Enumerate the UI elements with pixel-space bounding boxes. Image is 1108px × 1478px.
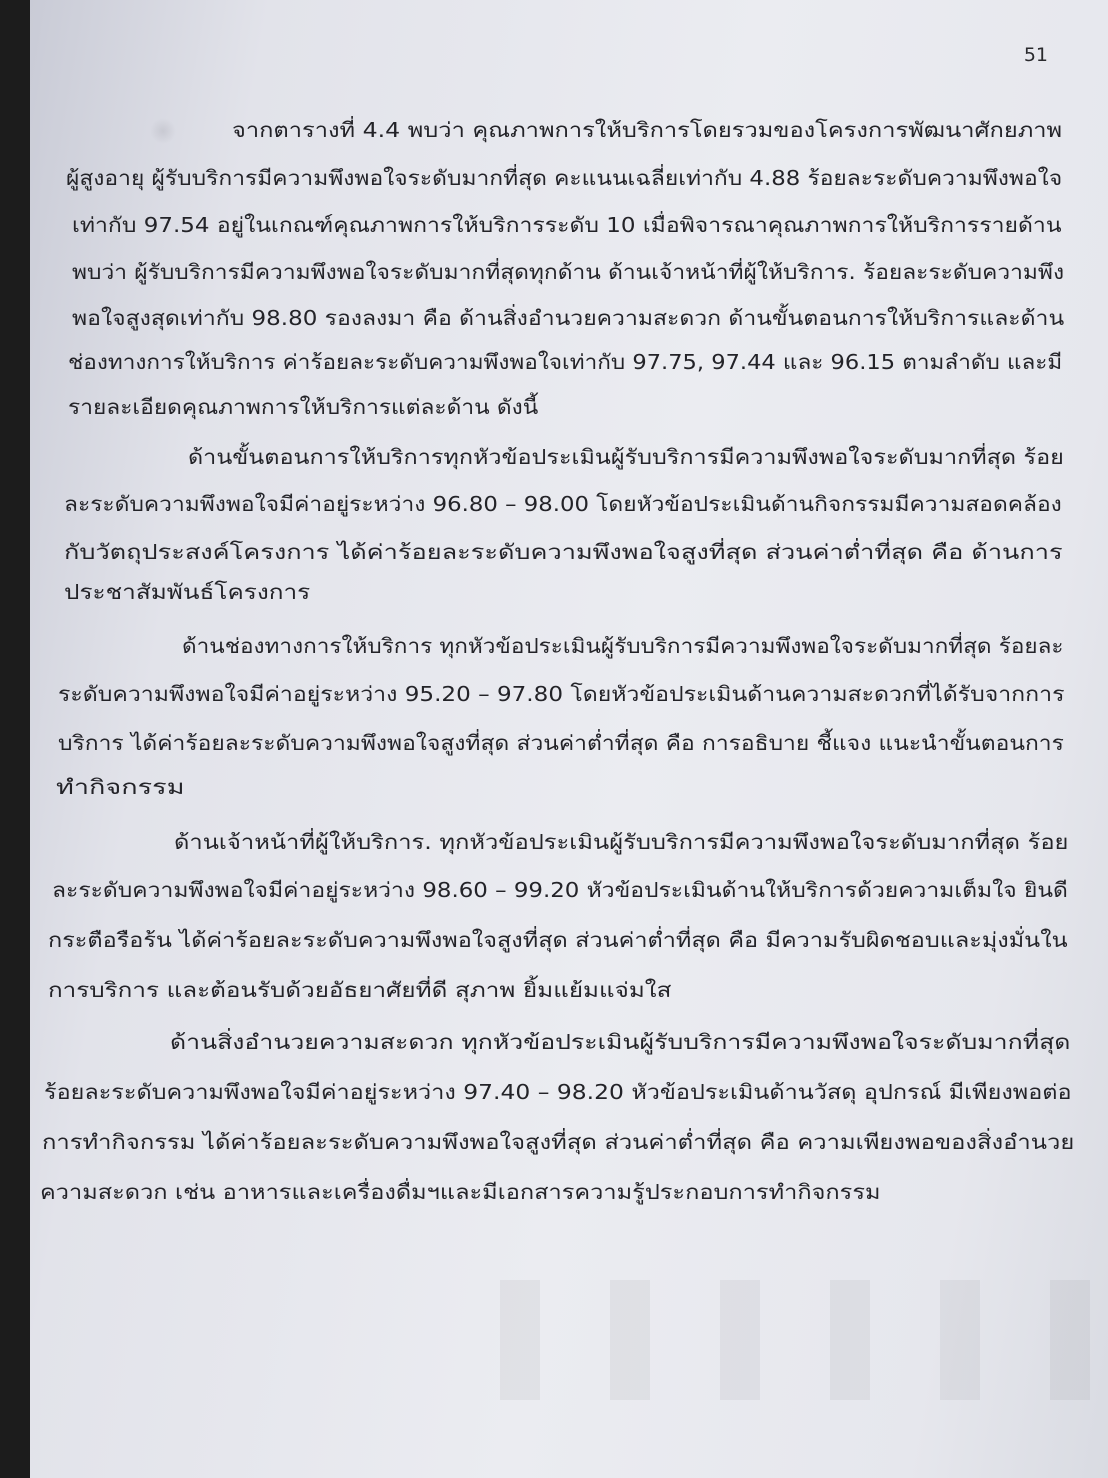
paragraph-5-line-2: ร้อยละระดับความพึงพอใจมีค่าอยู่ระหว่าง 97.40 – 98.20 หัวข้อประเมินด้านวัสดุ อุปกรณ์ มีเพียงพอต่อ <box>44 1080 1072 1104</box>
paragraph-1-line-2: ผู้สูงอายุ ผู้รับบริการมีความพึงพอใจระดับมากที่สุด คะแนนเฉลี่ยเท่ากับ 4.88 ร้อยละระดับความพึงพอใจ <box>66 166 1063 190</box>
paragraph-3-line-2: ระดับความพึงพอใจมีค่าอยู่ระหว่าง 95.20 – 97.80 โดยหัวข้อประเมินด้านความสะดวกที่ได้รับจากการ <box>58 682 1065 706</box>
document-page <box>30 0 1108 1478</box>
paragraph-3-line-1: ด้านช่องทางการให้บริการ ทุกหัวข้อประเมินผู้รับบริการมีความพึงพอใจระดับมากที่สุด ร้อยละ <box>182 634 1064 658</box>
paragraph-4-line-4: การบริการ และต้อนรับด้วยอัธยาศัยที่ดี สุภาพ ยิ้มแย้มแจ่มใส <box>48 978 672 1002</box>
paragraph-5-line-4: ความสะดวก เช่น อาหารและเครื่องดื่มฯและมีเอกสารความรู้ประกอบการทำกิจกรรม <box>40 1180 881 1204</box>
paragraph-1-line-7: รายละเอียดคุณภาพการให้บริการแต่ละด้าน ดังนี้ <box>68 395 539 419</box>
page-number: 51 <box>1023 44 1048 66</box>
paragraph-2-line-4: ประชาสัมพันธ์โครงการ <box>64 580 311 604</box>
paragraph-1-line-5: พอใจสูงสุดเท่ากับ 98.80 รองลงมา คือ ด้านสิ่งอำนวยความสะดวก ด้านขั้นตอนการให้บริการและด้าน <box>72 306 1065 330</box>
paragraph-1-line-6: ช่องทางการให้บริการ ค่าร้อยละระดับความพึงพอใจเท่ากับ 97.75, 97.44 และ 96.15 ตามลำดับ และมี <box>68 350 1063 374</box>
paragraph-3-line-4: ทำกิจกรรม <box>56 775 185 799</box>
paragraph-4-line-1: ด้านเจ้าหน้าที่ผู้ให้บริการ. ทุกหัวข้อประเมินผู้รับบริการมีความพึงพอใจระดับมากที่สุด ร้อย <box>174 830 1069 854</box>
paragraph-4-line-2: ละระดับความพึงพอใจมีค่าอยู่ระหว่าง 98.60 – 99.20 หัวข้อประเมินด้านให้บริการด้วยความเต็มใจ ยินดี <box>52 878 1068 902</box>
paragraph-1-line-1: จากตารางที่ 4.4 พบว่า คุณภาพการให้บริการโดยรวมของโครงการพัฒนาศักยภาพ <box>232 118 1063 142</box>
paragraph-2-line-1: ด้านขั้นตอนการให้บริการทุกหัวข้อประเมินผู้รับบริการมีความพึงพอใจระดับมากที่สุด ร้อย <box>188 445 1064 469</box>
paragraph-2-line-2: ละระดับความพึงพอใจมีค่าอยู่ระหว่าง 96.80 – 98.00 โดยหัวข้อประเมินด้านกิจกรรมมีความสอดคล้อง <box>64 492 1062 516</box>
paragraph-5-line-1: ด้านสิ่งอำนวยความสะดวก ทุกหัวข้อประเมินผู้รับบริการมีความพึงพอใจระดับมากที่สุด <box>170 1030 1071 1054</box>
paragraph-1-line-4: พบว่า ผู้รับบริการมีความพึงพอใจระดับมากที่สุดทุกด้าน ด้านเจ้าหน้าที่ผู้ให้บริการ. ร้อยละระดับความพึง <box>72 260 1065 284</box>
paragraph-4-line-3: กระตือรือร้น ได้ค่าร้อยละระดับความพึงพอใจสูงที่สุด ส่วนค่าต่ำที่สุด คือ มีความรับผิดชอบและมุ่งมั่นใน <box>48 928 1068 952</box>
paragraph-3-line-3: บริการ ได้ค่าร้อยละระดับความพึงพอใจสูงที่สุด ส่วนค่าต่ำที่สุด คือ การอธิบาย ชี้แจง แนะนำขั้นตอนการ <box>58 731 1064 755</box>
paragraph-1-line-3: เท่ากับ 97.54 อยู่ในเกณฑ์คุณภาพการให้บริการระดับ 10 เมื่อพิจารณาคุณภาพการให้บริการรายด้าน <box>72 213 1062 237</box>
paragraph-2-line-3: กับวัตถุประสงค์โครงการ ได้ค่าร้อยละระดับความพึงพอใจสูงที่สุด ส่วนค่าต่ำที่สุด คือ ด้านการ <box>64 540 1063 564</box>
binding-hole-mark <box>150 118 176 144</box>
show-through-table-bleed <box>470 1280 1090 1400</box>
paragraph-5-line-3: การทำกิจกรรม ได้ค่าร้อยละระดับความพึงพอใจสูงที่สุด ส่วนค่าต่ำที่สุด คือ ความเพียงพอของสิ่งอำนวย <box>42 1130 1075 1154</box>
